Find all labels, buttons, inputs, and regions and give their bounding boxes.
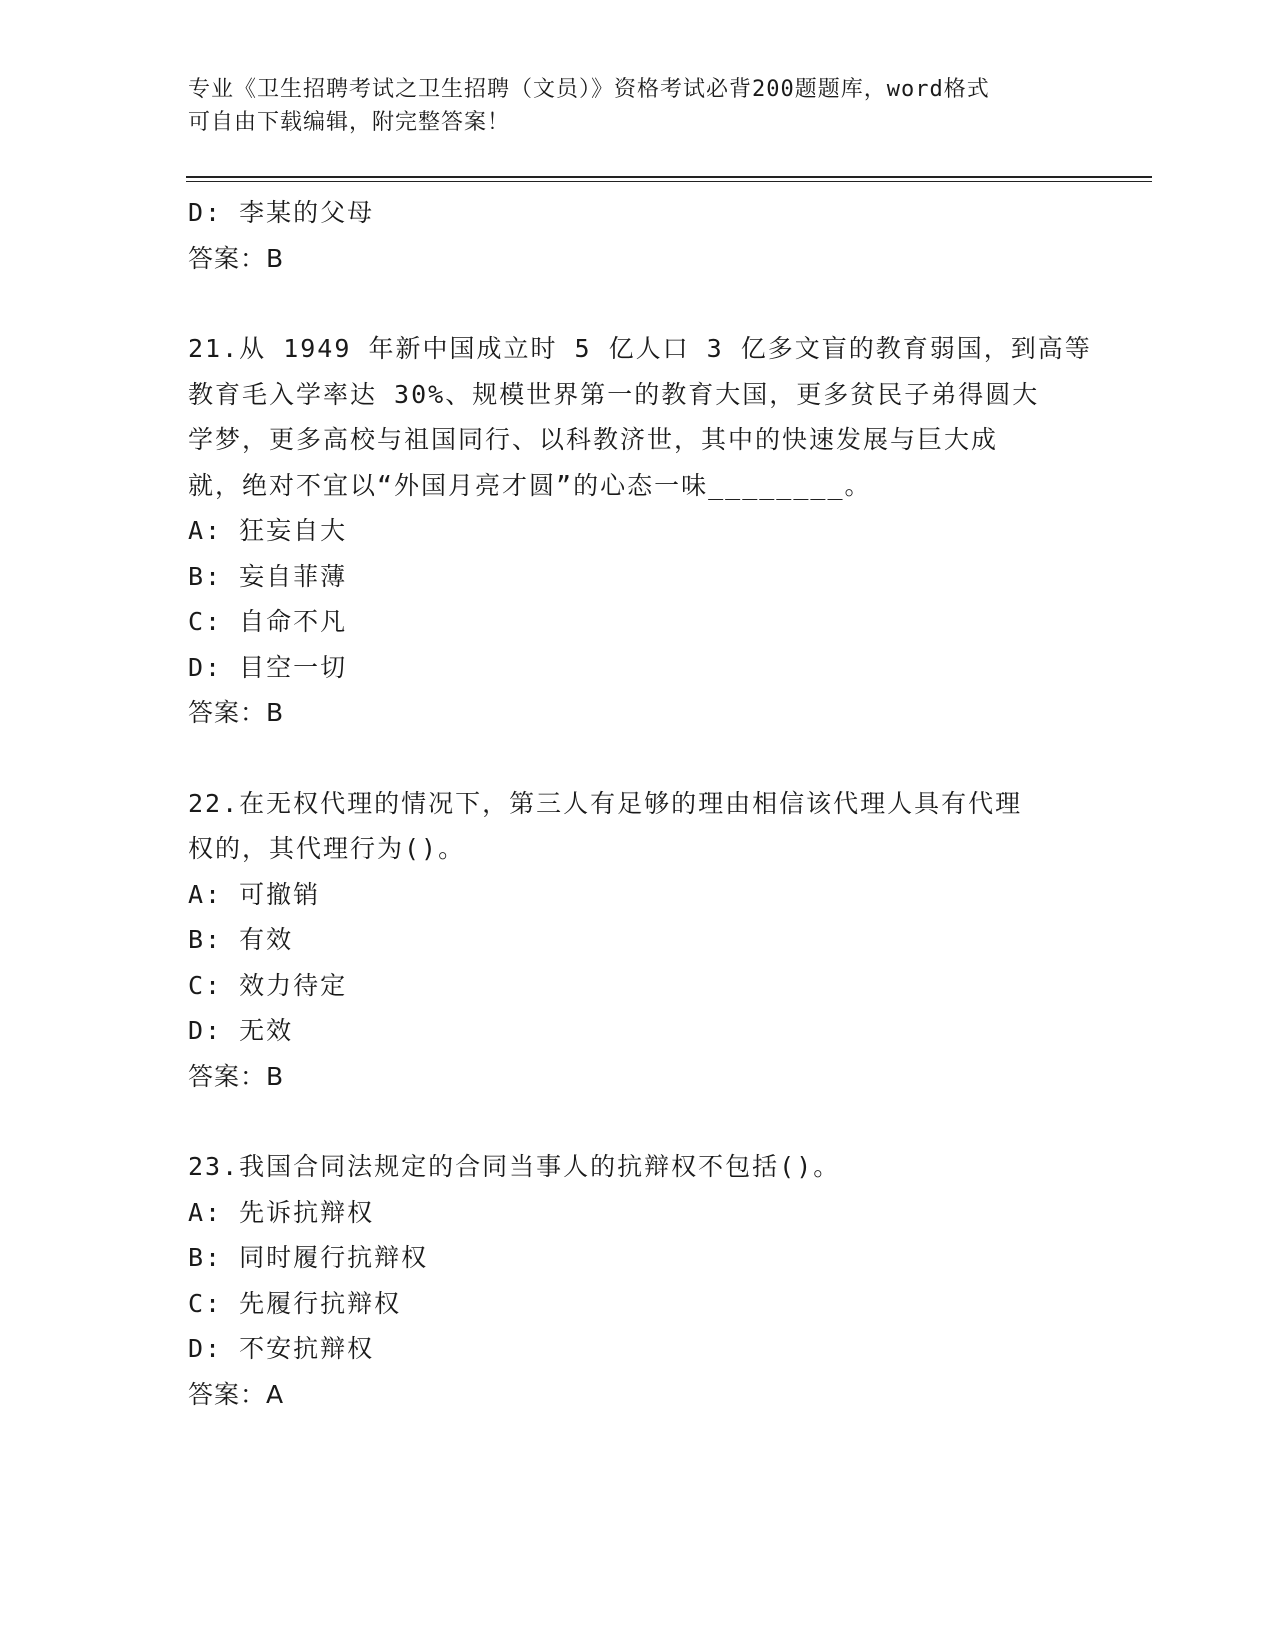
option-a: A: 先诉抗辩权 — [188, 1197, 375, 1227]
question-21 — [188, 326, 1092, 736]
spacer — [188, 1099, 1088, 1144]
spacer — [188, 736, 1088, 781]
answer-line: 答案：B — [188, 1061, 285, 1091]
option-b: B: 同时履行抗辩权 — [188, 1243, 429, 1272]
question-stem-line: 23.我国合同法规定的合同当事人的抗辩权不包括()。 — [188, 1152, 841, 1181]
question-stem-line: 教育毛入学率达 30%、规模世界第一的教育大国，更多贫民子弟得圆大 — [188, 379, 1040, 409]
answer-line: 答案：A — [188, 1379, 285, 1409]
header-line-1: 专业《卫生招聘考试之卫生招聘（文员）》资格考试必背200题题库，word格式 — [188, 77, 990, 102]
option-b: B: 有效 — [188, 925, 294, 954]
page-header — [188, 73, 1088, 139]
header-line-2: 可自由下载编辑，附完整答案！ — [188, 110, 511, 135]
question-stem-line: 21.从 1949 年新中国成立时 5 亿人口 3 亿多文盲的教育弱国，到高等 — [188, 334, 1092, 363]
question-22 — [188, 781, 1088, 1100]
document-body — [188, 190, 1092, 1417]
option-d: D: 李某的父母 — [188, 198, 375, 227]
option-d: D: 无效 — [188, 1016, 294, 1045]
option-b: B: 妄自菲薄 — [188, 561, 348, 591]
option-a: A: 狂妄自大 — [188, 516, 348, 545]
question-stem-line: 权的，其代理行为()。 — [188, 834, 466, 863]
option-c: C: 自命不凡 — [188, 607, 348, 636]
header-rule-thick — [186, 176, 1152, 178]
option-c: C: 先履行抗辩权 — [188, 1288, 402, 1318]
option-c: C: 效力待定 — [188, 970, 348, 1000]
question-23 — [188, 1144, 1088, 1417]
answer-line: 答案：B — [188, 243, 285, 273]
option-d: D: 目空一切 — [188, 652, 348, 682]
carryover-block — [188, 190, 1088, 281]
question-stem-line: 22.在无权代理的情况下，第三人有足够的理由相信该代理人具有代理 — [188, 788, 1023, 818]
option-d: D: 不安抗辩权 — [188, 1334, 375, 1363]
option-a: A: 可撤销 — [188, 879, 321, 909]
question-stem-line: 学梦，更多高校与祖国同行、以科教济世，其中的快速发展与巨大成 — [188, 425, 999, 454]
header-rule-thin — [186, 181, 1152, 182]
spacer — [188, 281, 1088, 326]
question-stem-line: 就，绝对不宜以“外国月亮才圆”的心态一味________。 — [188, 470, 872, 500]
answer-line: 答案：B — [188, 698, 285, 727]
